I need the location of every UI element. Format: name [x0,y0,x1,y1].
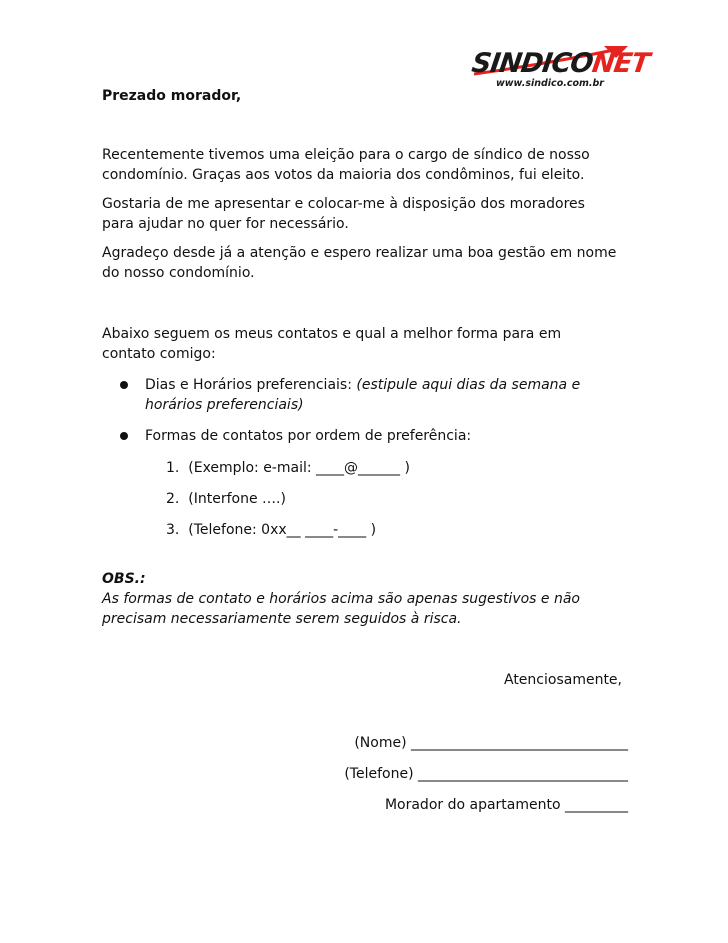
paragraph-3-line-2: do nosso condomínio. [102,265,255,281]
paragraph-4-line-2: contato comigo: [102,346,216,362]
paragraph-4-line-1: Abaixo seguem os meus contatos e qual a melhor forma para em [102,326,562,342]
signature-phone: (Telefone) ______________________________ [344,766,628,782]
signature-apartment: Morador do apartamento _________ [384,797,628,813]
numbered-item-1: 1. (Exemplo: e-mail: ____@______ ) [166,460,410,476]
bullet-1-line-2: horários preferenciais) [145,397,304,413]
logo-url: www.sindico.com.br [496,78,604,89]
bullet-icon [120,432,128,440]
paragraph-2-line-2: para ajudar no quer for necessário. [102,216,349,232]
logo-wordmark: SINDICONET [469,48,651,79]
paragraph-1-line-2: condomínio. Graças aos votos da maioria dos condôminos, fui eleito. [102,167,585,183]
closing: Atenciosamente, [503,672,622,688]
numbered-item-3: 3. (Telefone: 0xx__ ____-____ ) [166,522,377,538]
paragraph-1-line-1: Recentemente tivemos uma eleição para o cargo de síndico de nosso [102,147,590,163]
bullet-icon [120,381,128,389]
signature-name: (Nome) _______________________________ [354,735,628,751]
bullet-2-text: Formas de contatos por ordem de preferência: [145,428,472,444]
greeting: Prezado morador, [102,88,242,104]
paragraph-2-line-1: Gostaria de me apresentar e colocar-me à disposição dos moradores [102,196,585,212]
obs-line-1: As formas de contato e horários acima são apenas sugestivos e não [102,591,580,607]
obs-label: OBS.: [102,571,146,587]
numbered-item-2: 2. (Interfone ….) [166,491,286,507]
obs-line-2: precisam necessariamente serem seguidos à risca. [102,611,462,627]
paragraph-3-line-1: Agradeço desde já a atenção e espero realizar uma boa gestão em nome [102,245,617,261]
sindiconet-logo [466,44,651,92]
bullet-1-line-1: Dias e Horários preferenciais: (estipule aqui dias da semana e [145,377,581,393]
